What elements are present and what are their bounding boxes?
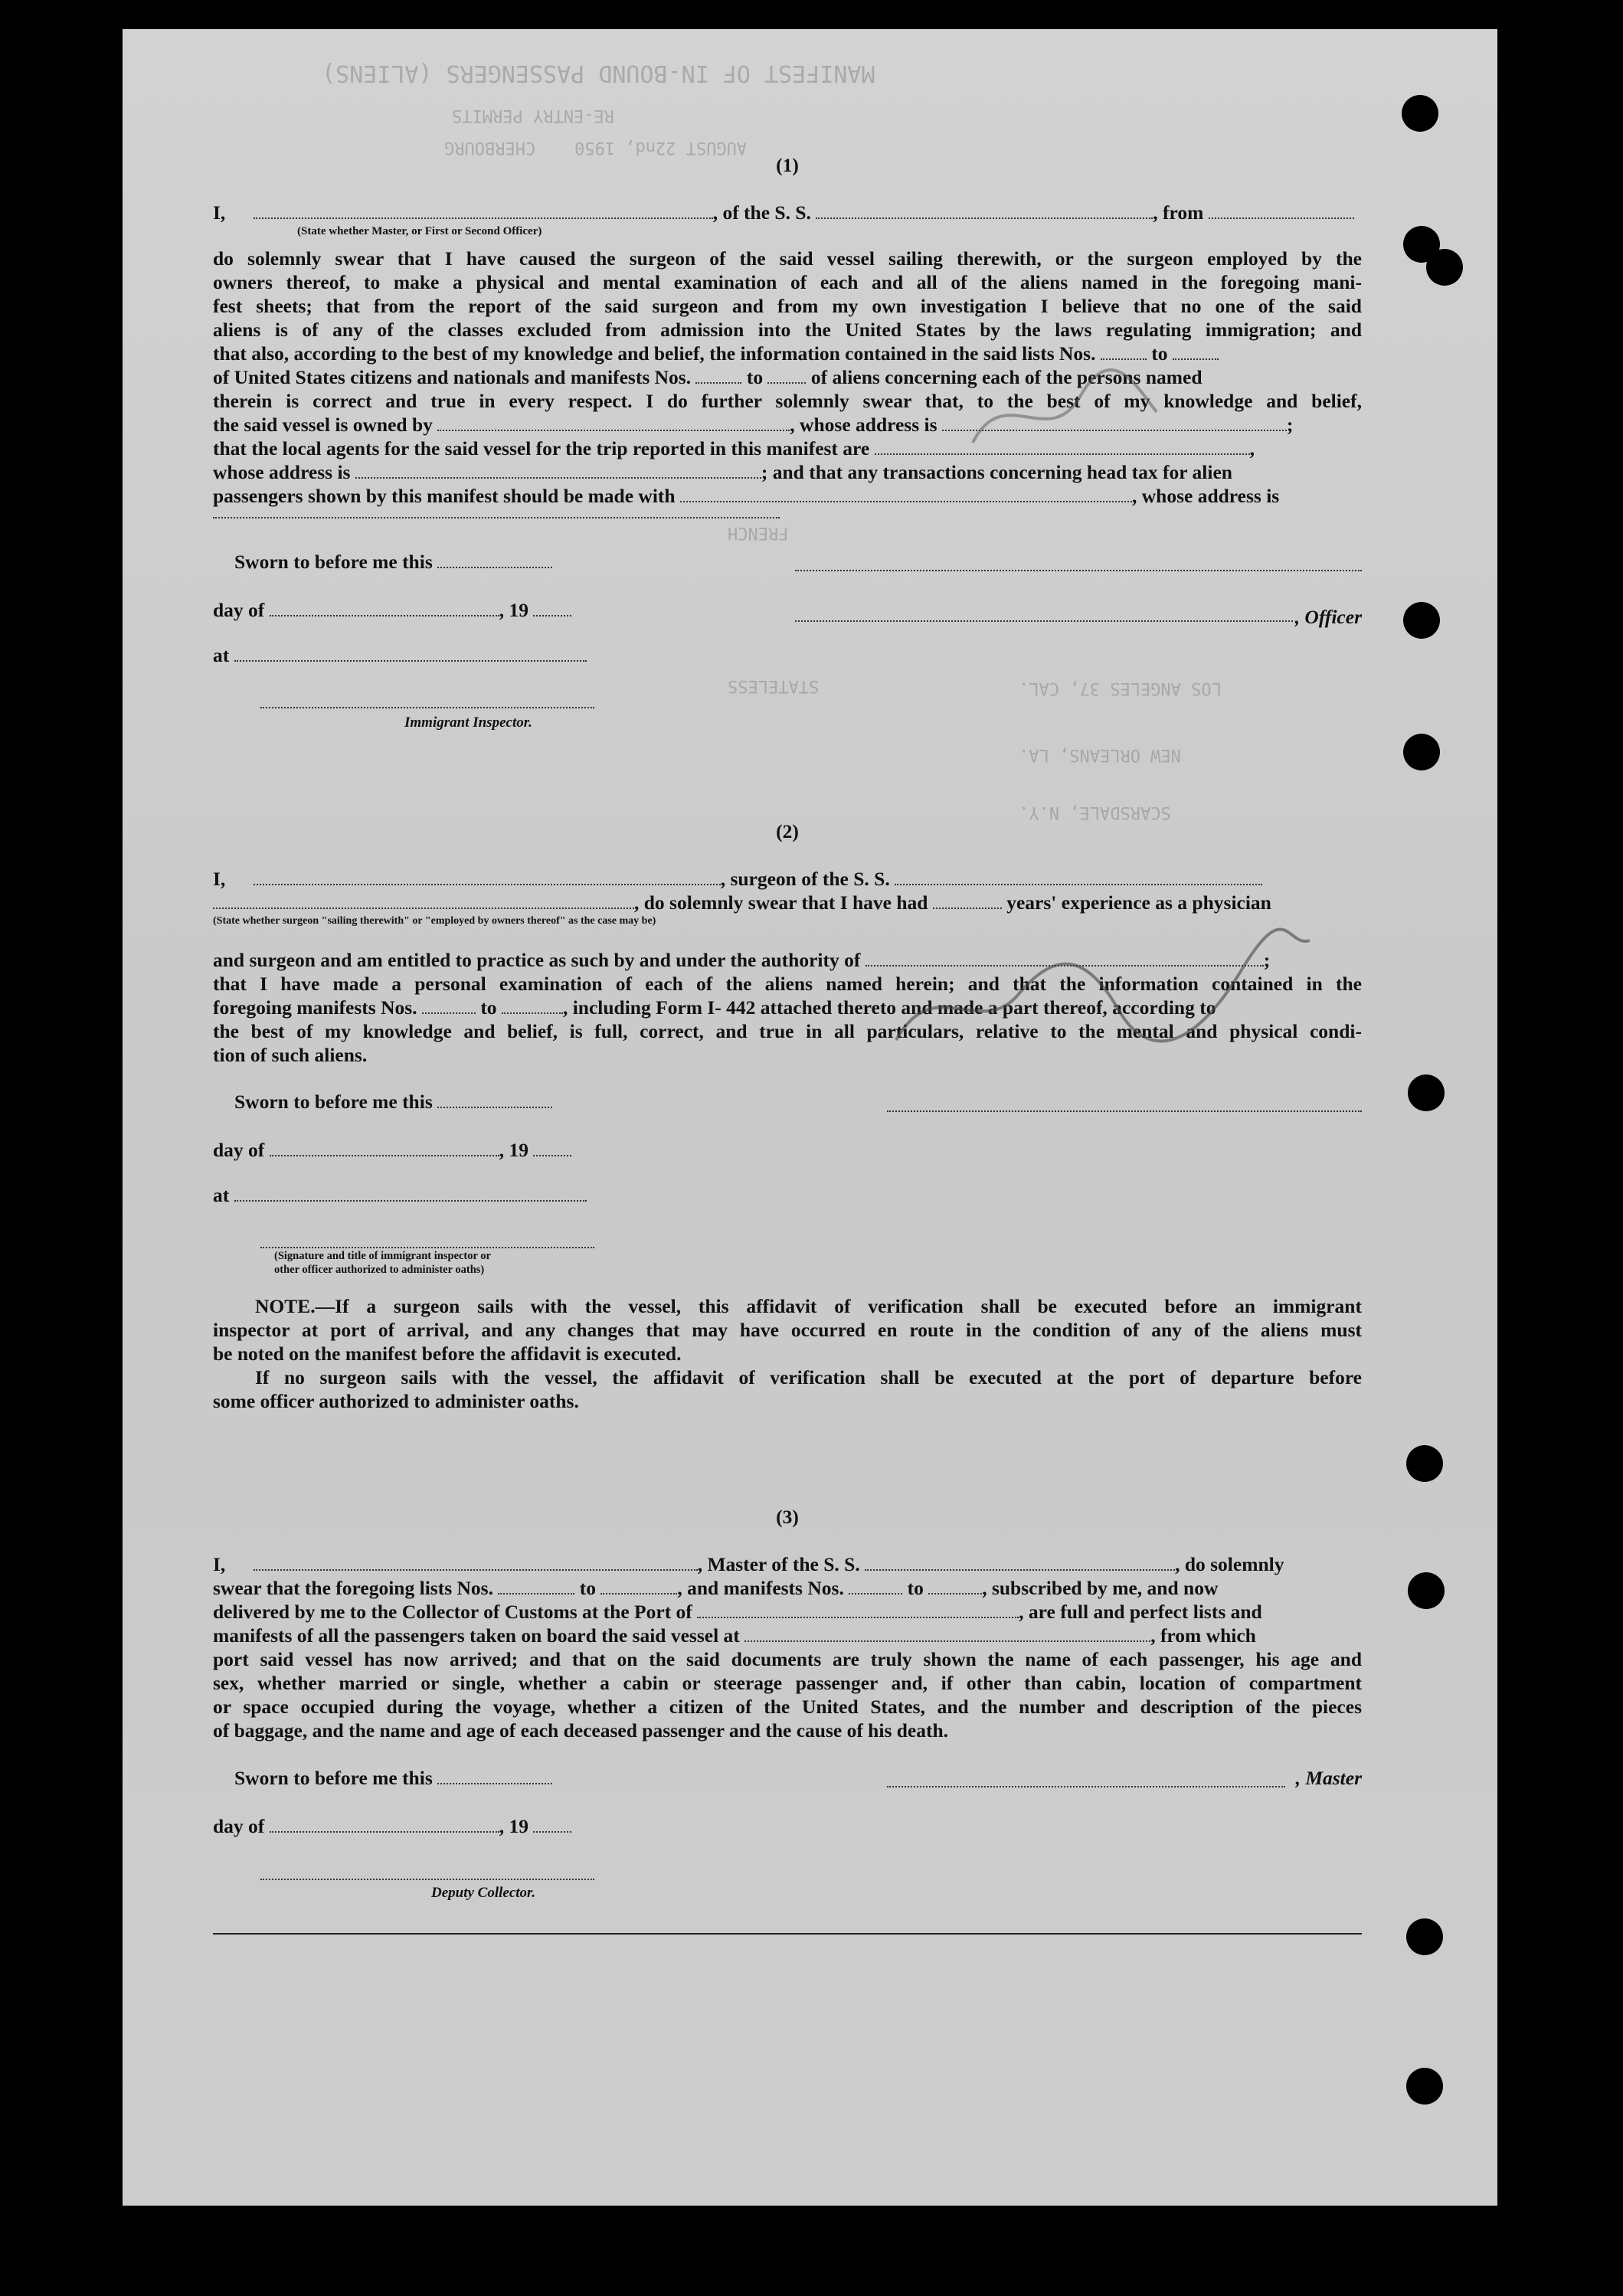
s2-at-line (213, 1183, 1362, 1207)
s3-first-line (213, 1552, 1362, 1576)
binder-hole-icon (1402, 95, 1438, 132)
owned-by-text: the said vessel is owned by (213, 414, 433, 436)
section-3-heading: (3) (776, 1506, 799, 1528)
note-line: some officer authorized to administer oaths. (213, 1390, 579, 1412)
section-1-heading: (1) (776, 154, 799, 176)
from-which-text: , from which (1150, 1624, 1256, 1647)
bleed-through-city2: LOS ANGELES 37, CAL. (1019, 679, 1222, 698)
bleed-through-port: CHERBOURG (444, 138, 536, 157)
bottom-rule (213, 1933, 1362, 1935)
surgeon-affiant-label: I, (213, 868, 226, 890)
s1-lists-line (213, 342, 1362, 365)
officer-rank-field[interactable] (254, 217, 713, 219)
bleed-through-city1: NEW ORLEANS, LA. (1019, 745, 1181, 764)
s3-lists-line (213, 1576, 1362, 1600)
departure-port-field[interactable] (1209, 217, 1354, 219)
s3-lists-from-field[interactable] (498, 1592, 574, 1594)
to-label: to (1151, 342, 1168, 365)
years-text: years' experience as a physician (1006, 891, 1271, 914)
binder-hole-icon (1408, 1572, 1445, 1609)
s2-year-field[interactable] (533, 1154, 571, 1156)
master-signature-line[interactable] (887, 1786, 1285, 1787)
s2-para-line: the best of my knowledge and belief, is full, correct, and true in all particulars, relative to the mental and physical condi- (213, 1020, 1362, 1042)
to-label: to (579, 1577, 596, 1599)
s3-delivered-line (213, 1600, 1362, 1624)
s3-sworn-day-field[interactable] (437, 1782, 552, 1784)
day-of-text: day of (213, 1815, 265, 1837)
binder-hole-icon (1426, 249, 1463, 286)
delivered-text: delivered by me to the Collector of Customs at the Port of (213, 1601, 692, 1623)
binder-hole-icon (1403, 734, 1440, 770)
master-label: , Master (1295, 1767, 1362, 1789)
binder-hole-icon (1408, 1074, 1445, 1111)
bleed-through-nat2: STATELESS (728, 676, 820, 695)
bleed-through-nat1: FRENCH (728, 523, 789, 542)
s1-para-line: fest sheets; that from the report of the said surgeon and from my own investigation I believe that no one of the said (213, 295, 1362, 317)
s3-vessel-field[interactable] (865, 1568, 1175, 1571)
surgeon-name-field[interactable] (254, 883, 721, 885)
head-tax-text: passengers shown by this manifest should be made with (213, 485, 676, 507)
bleed-through-permits: RE-ENTRY PERMITS (452, 106, 614, 125)
handwritten-annotation (888, 925, 1317, 1063)
surgeon-status-field[interactable] (213, 907, 634, 909)
head-tax-party-field[interactable] (680, 500, 1132, 502)
inspector-caption: Immigrant Inspector. (404, 715, 532, 731)
s3-lists-to-field[interactable] (600, 1592, 677, 1594)
year-prefix: , 19 (499, 1139, 528, 1161)
affiant-label: I, (213, 201, 226, 224)
year-field[interactable] (533, 614, 571, 617)
s1-para-line: aliens is of any of the classes excluded from admission into the United States by the laws regulating immigration; and (213, 319, 1362, 341)
manifests-from-field[interactable] (695, 381, 741, 384)
s2-vessel-field[interactable] (895, 883, 1262, 885)
binder-hole-icon (1406, 1918, 1443, 1955)
and-manifests-text: , and manifests Nos. (677, 1577, 844, 1599)
to-label: to (480, 996, 497, 1019)
note-line: NOTE.—If a surgeon sails with the vessel, this affidavit of verification shall be executed before an immigrant (255, 1295, 1362, 1317)
surgeon-of-label: , surgeon of the S. S. (720, 868, 890, 890)
of-ss-label: , of the S. S. (712, 201, 811, 224)
year-prefix: , 19 (499, 599, 528, 621)
section-2-heading: (2) (776, 820, 799, 842)
s3-para-line: of baggage, and the name and age of each deceased passenger and the cause of his death. (213, 1719, 949, 1742)
s2-manifests-from-field[interactable] (422, 1012, 476, 1014)
vessel-name-field[interactable] (816, 217, 1153, 219)
binder-hole-icon (1406, 1445, 1443, 1482)
s1-para-line: do solemnly swear that I have caused the surgeon of the said vessel sailing therewith, or the surgeon employed by the (213, 247, 1362, 270)
whose-address-label: , whose address is (790, 414, 937, 436)
s2-at-place-field[interactable] (234, 1199, 587, 1202)
whose-address-label: , whose address is (1131, 485, 1280, 507)
month-field[interactable] (270, 614, 499, 617)
s1-para-line: owners thereof, to make a physical and mental examination of each and all of the aliens named in the foregoing mani- (213, 271, 1362, 293)
from-label: , from (1153, 201, 1204, 224)
s2-inspector-signature-line[interactable] (260, 1247, 594, 1248)
sworn-text: Sworn to before me this (234, 1091, 433, 1113)
manifest-page (123, 29, 1497, 2206)
day-of-text: day of (213, 599, 265, 621)
s1-agents-line: that the local agents for the said vessel for the trip reported in this manifest are , (213, 437, 1255, 460)
continuation-line (213, 517, 780, 518)
bleed-through-city3: SCARSDALE, N.Y. (1019, 803, 1171, 822)
s3-para-line: port said vessel has now arrived; and that on the said documents are truly shown the name of each passenger, his age and (213, 1648, 1362, 1670)
lists-text: that also, according to the best of my knowledge and belief, the information contained in the said lists Nos. (213, 342, 1096, 365)
rank-caption: (State whether Master, or First or Second Officer) (297, 225, 542, 237)
collector-port-field[interactable] (697, 1616, 1019, 1618)
s2-authority-line: and surgeon and am entitled to practice as such by and under the authority of ; (213, 949, 1271, 971)
foregoing-manifests-text: foregoing manifests Nos. (213, 996, 417, 1019)
deputy-collector-caption: Deputy Collector. (431, 1885, 536, 1901)
at-text: at (213, 644, 230, 666)
sworn-day-field[interactable] (437, 566, 552, 568)
at-text: at (213, 1184, 230, 1206)
embark-port-field[interactable] (744, 1640, 1150, 1642)
to-label: to (746, 366, 764, 388)
s2-month-field[interactable] (270, 1154, 499, 1156)
binder-hole-icon (1406, 2068, 1443, 2105)
manifests-of-text: manifests of all the passengers taken on board the said vessel at (213, 1624, 740, 1647)
collector-signature-line[interactable] (260, 1879, 594, 1880)
s2-para-line: that I have made a personal examination of each of the aliens named herein; and that the information contained in the (213, 973, 1362, 995)
aliens-text: of aliens concerning each of the persons named (810, 366, 1203, 388)
note-line: If no surgeon sails with the vessel, the affidavit of verification shall be executed at the port of departure before (255, 1366, 1362, 1388)
s2-manifests-to-field[interactable] (502, 1012, 563, 1014)
agent-address-field[interactable] (355, 476, 761, 479)
handwritten-mark (965, 366, 1164, 458)
bleed-through-date: AUGUST 22nd, 1950 (574, 138, 748, 157)
whose-address-text: whose address is (213, 461, 351, 483)
s2-sworn-day-field[interactable] (437, 1106, 552, 1108)
authority-text: and surgeon and am entitled to practice as such by and under the authority of (213, 949, 861, 971)
s1-day-line (213, 598, 1362, 622)
sworn-text: Sworn to before me this (234, 1767, 433, 1789)
s1-head-tax-line (213, 484, 1362, 508)
do-solemnly-text: , do solemnly (1175, 1553, 1284, 1575)
are-full-text: , are full and perfect lists and (1019, 1601, 1262, 1623)
s1-agent-address-line (213, 460, 1362, 484)
s2-experience-line (213, 891, 1362, 914)
s1-para-line: therein is correct and true in every respect. I do further solemnly swear that, to the best of my knowledge and belief, (213, 390, 1362, 412)
surgeon-signature-line[interactable] (887, 1110, 1362, 1112)
at-place-field[interactable] (234, 659, 587, 662)
note-line: inspector at port of arrival, and any changes that may have occurred en route in the condition of any of the aliens must (213, 1319, 1362, 1341)
s3-day-line (213, 1814, 1362, 1838)
agents-text: that the local agents for the said vessel for the trip reported in this manifest are (213, 437, 870, 460)
master-affiant-label: I, (213, 1553, 226, 1575)
owner-field[interactable] (437, 429, 790, 431)
including-text: , including Form I- 442 attached thereto and made a part thereof, according to (562, 996, 1216, 1019)
s3-month-field[interactable] (270, 1830, 499, 1833)
manifests-text: of United States citizens and nationals and manifests Nos. (213, 366, 692, 388)
sworn-text: Sworn to before me this (234, 551, 433, 573)
officer-signature-line[interactable] (795, 620, 1293, 622)
s3-passengers-line (213, 1624, 1362, 1647)
to-label: to (907, 1577, 924, 1599)
transactions-text: ; and that any transactions concerning head tax for alien (761, 461, 1232, 483)
s1-extra-line (795, 570, 1362, 571)
s3-para-line: sex, whether married or single, whether a cabin or steerage passenger and, if other than cabin, location of compartment (213, 1672, 1362, 1694)
s2-para-line: tion of such aliens. (213, 1044, 368, 1066)
officer-label: , Officer (1294, 606, 1362, 628)
master-name-field[interactable] (254, 1568, 698, 1571)
s3-year-field[interactable] (533, 1830, 571, 1833)
swear-lists-text: swear that the foregoing lists Nos. (213, 1577, 493, 1599)
binder-hole-icon (1403, 602, 1440, 639)
bleed-through-title: MANIFEST OF IN-BOUND PASSENGERS (ALIENS) (322, 60, 875, 87)
master-of-label: , Master of the S. S. (697, 1553, 860, 1575)
s1-owner-line: the said vessel is owned by , whose address is ; (213, 414, 1294, 436)
day-of-text: day of (213, 1139, 265, 1161)
lists-from-field[interactable] (1101, 358, 1147, 360)
surgeon-status-caption: (State whether surgeon "sailing therewith" or "employed by owners thereof" as the case may be) (213, 915, 656, 927)
note-line: be noted on the manifest before the affidavit is executed. (213, 1343, 682, 1365)
s3-manifests-to-field[interactable] (928, 1592, 982, 1594)
sig-caption-1: (Signature and title of immigrant inspector or (274, 1250, 491, 1262)
subscribed-text: , subscribed by me, and now (982, 1577, 1219, 1599)
years-field[interactable] (933, 907, 1002, 909)
s2-first-line (213, 867, 1362, 891)
inspector-signature-line[interactable] (260, 707, 594, 708)
manifests-to-field[interactable] (767, 381, 806, 384)
year-prefix: , 19 (499, 1815, 528, 1837)
s3-para-line: or space occupied during the voyage, whether a citizen of the United States, and the number and description of the pieces (213, 1696, 1362, 1718)
swear-text: , do solemnly swear that I have had (634, 891, 928, 914)
s1-manifests-line (213, 365, 1362, 389)
s2-day-line (213, 1138, 1362, 1162)
lists-to-field[interactable] (1173, 358, 1219, 360)
s3-manifests-from-field[interactable] (849, 1592, 902, 1594)
sig-caption-2: other officer authorized to administer oaths) (274, 1264, 485, 1276)
s1-at-line (213, 643, 1362, 667)
section-1-first-line (213, 201, 1362, 224)
